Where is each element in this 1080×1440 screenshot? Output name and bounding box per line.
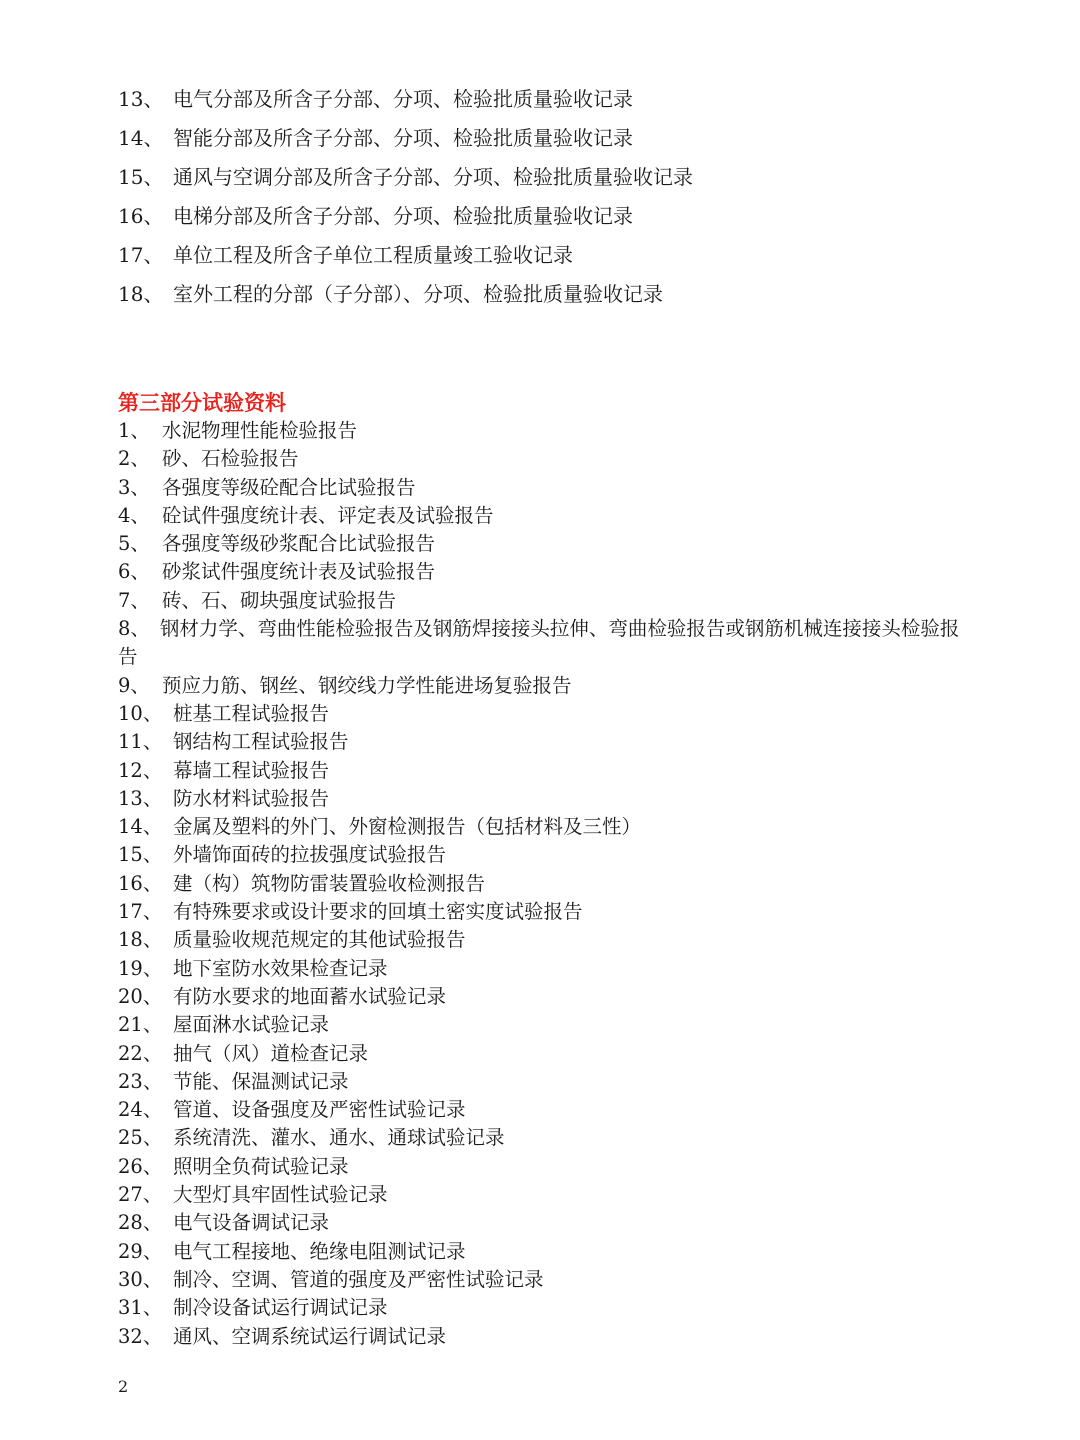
top-list — [118, 80, 978, 314]
list-item — [118, 119, 978, 158]
item-text: 各强度等级砼配合比试验报告 — [162, 475, 416, 499]
item-text: 有防水要求的地面蓄水试验记录 — [173, 984, 447, 1008]
item-number: 14、 — [118, 126, 164, 150]
item-text: 水泥物理性能检验报告 — [162, 419, 358, 442]
item-number: 31、 — [118, 1296, 163, 1320]
list-item — [118, 672, 978, 700]
list-item — [118, 587, 978, 615]
item-number: 21、 — [118, 1013, 163, 1037]
item-number: 23、 — [118, 1069, 163, 1093]
list-item — [118, 785, 978, 813]
item-number: 15、 — [118, 165, 164, 189]
item-text: 通风与空调分部及所含子分部、分项、检验批质量验收记录 — [173, 165, 693, 189]
item-number: 16、 — [118, 204, 164, 228]
item-number: 29、 — [118, 1239, 163, 1263]
item-number: 14、 — [118, 815, 163, 839]
item-text: 砖、石、砌块强度试验报告 — [162, 588, 397, 612]
item-number: 2、 — [118, 447, 150, 471]
item-number: 24、 — [118, 1098, 163, 1122]
item-text: 制冷设备试运行调试记录 — [173, 1296, 388, 1320]
item-text: 幕墙工程试验报告 — [173, 758, 330, 782]
item-text: 预应力筋、钢丝、钢绞线力学性能进场复验报告 — [162, 673, 572, 697]
item-number: 8、 — [118, 617, 150, 641]
item-number: 17、 — [118, 900, 163, 924]
item-number: 10、 — [118, 701, 163, 725]
list-item — [118, 1153, 978, 1181]
list-item — [118, 1011, 978, 1039]
item-number: 18、 — [118, 282, 164, 306]
item-number: 16、 — [118, 871, 163, 895]
item-number: 15、 — [118, 843, 163, 867]
item-text: 单位工程及所含子单位工程质量竣工验收记录 — [173, 243, 573, 267]
item-text: 外墙饰面砖的拉拔强度试验报告 — [173, 843, 447, 867]
list-item — [118, 1068, 978, 1096]
list-item — [118, 1238, 978, 1266]
item-text: 系统清洗、灌水、通水、通球试验记录 — [173, 1126, 505, 1150]
list-item — [118, 197, 978, 236]
item-number: 30、 — [118, 1267, 163, 1291]
list-item — [118, 1323, 978, 1351]
list-item — [118, 870, 978, 898]
item-text: 有特殊要求或设计要求的回填土密实度试验报告 — [173, 900, 583, 924]
list-item — [118, 728, 978, 756]
list-item — [118, 417, 978, 445]
item-text: 室外工程的分部（子分部）、分项、检验批质量验收记录 — [173, 282, 663, 306]
item-text: 管道、设备强度及严密性试验记录 — [173, 1098, 466, 1122]
item-number: 7、 — [118, 588, 150, 612]
item-text: 电梯分部及所含子分部、分项、检验批质量验收记录 — [173, 204, 633, 228]
list-item — [118, 1181, 978, 1209]
item-number: 4、 — [118, 503, 150, 527]
item-number: 12、 — [118, 758, 163, 782]
item-number: 13、 — [118, 87, 164, 111]
item-number: 25、 — [118, 1126, 163, 1150]
item-text: 节能、保温测试记录 — [173, 1069, 349, 1093]
section-heading: 第三部分试验资料 — [118, 390, 286, 415]
item-number: 1、 — [118, 419, 150, 442]
item-text: 钢结构工程试验报告 — [173, 730, 349, 754]
list-item — [118, 1040, 978, 1068]
item-text: 电气设备调试记录 — [173, 1211, 330, 1235]
list-item — [118, 813, 978, 841]
list-item — [118, 1124, 978, 1152]
item-number: 19、 — [118, 956, 163, 980]
item-number: 18、 — [118, 928, 163, 952]
test-documents-list — [118, 417, 978, 1351]
list-item — [118, 445, 978, 473]
list-item — [118, 757, 978, 785]
item-number: 26、 — [118, 1154, 163, 1178]
item-text: 砂浆试件强度统计表及试验报告 — [162, 560, 436, 584]
list-item — [118, 502, 978, 530]
item-number: 6、 — [118, 560, 150, 584]
list-item — [118, 1294, 978, 1322]
list-item — [118, 80, 978, 119]
item-text: 大型灯具牢固性试验记录 — [173, 1183, 388, 1207]
list-item — [118, 700, 978, 728]
item-number: 22、 — [118, 1041, 163, 1065]
item-number: 27、 — [118, 1183, 163, 1207]
item-text: 桩基工程试验报告 — [173, 701, 330, 725]
item-text: 质量验收规范规定的其他试验报告 — [173, 928, 466, 952]
item-text: 电气工程接地、绝缘电阻测试记录 — [173, 1239, 466, 1263]
list-item — [118, 1266, 978, 1294]
item-number: 17、 — [118, 243, 164, 267]
item-number: 9、 — [118, 673, 150, 697]
item-text: 电气分部及所含子分部、分项、检验批质量验收记录 — [173, 87, 633, 111]
item-number: 20、 — [118, 984, 163, 1008]
item-text: 防水材料试验报告 — [173, 786, 330, 810]
item-text: 砂、石检验报告 — [162, 447, 299, 471]
item-number: 28、 — [118, 1211, 163, 1235]
list-item — [118, 275, 978, 314]
item-text: 各强度等级砂浆配合比试验报告 — [162, 532, 436, 556]
item-text: 钢材力学、弯曲性能检验报告及钢筋焊接接头拉伸、弯曲检验报告或钢筋机械连接接头检验报告 — [118, 617, 960, 669]
list-item — [118, 841, 978, 869]
item-number: 13、 — [118, 786, 163, 810]
list-item — [118, 236, 978, 275]
list-item — [118, 530, 978, 558]
page-number: 2 — [118, 1377, 129, 1396]
list-item — [118, 158, 978, 197]
list-item — [118, 558, 978, 586]
list-item — [118, 615, 978, 672]
item-number: 3、 — [118, 475, 150, 499]
item-number: 5、 — [118, 532, 150, 556]
item-text: 制冷、空调、管道的强度及严密性试验记录 — [173, 1267, 544, 1291]
item-text: 屋面淋水试验记录 — [173, 1013, 330, 1037]
item-text: 抽气（风）道检查记录 — [173, 1041, 369, 1065]
list-item — [118, 474, 978, 502]
list-item — [118, 926, 978, 954]
list-item — [118, 898, 978, 926]
item-text: 照明全负荷试验记录 — [173, 1154, 349, 1178]
item-text: 通风、空调系统试运行调试记录 — [173, 1324, 447, 1348]
item-text: 金属及塑料的外门、外窗检测报告（包括材料及三性） — [173, 815, 642, 839]
list-item — [118, 955, 978, 983]
item-number: 11、 — [118, 730, 163, 754]
list-item — [118, 1209, 978, 1237]
item-text: 地下室防水效果检查记录 — [173, 956, 388, 980]
item-text: 砼试件强度统计表、评定表及试验报告 — [162, 503, 494, 527]
list-item — [118, 1096, 978, 1124]
item-text: 建（构）筑物防雷装置验收检测报告 — [173, 871, 486, 895]
list-item — [118, 983, 978, 1011]
item-number: 32、 — [118, 1324, 163, 1348]
item-text: 智能分部及所含子分部、分项、检验批质量验收记录 — [173, 126, 633, 150]
